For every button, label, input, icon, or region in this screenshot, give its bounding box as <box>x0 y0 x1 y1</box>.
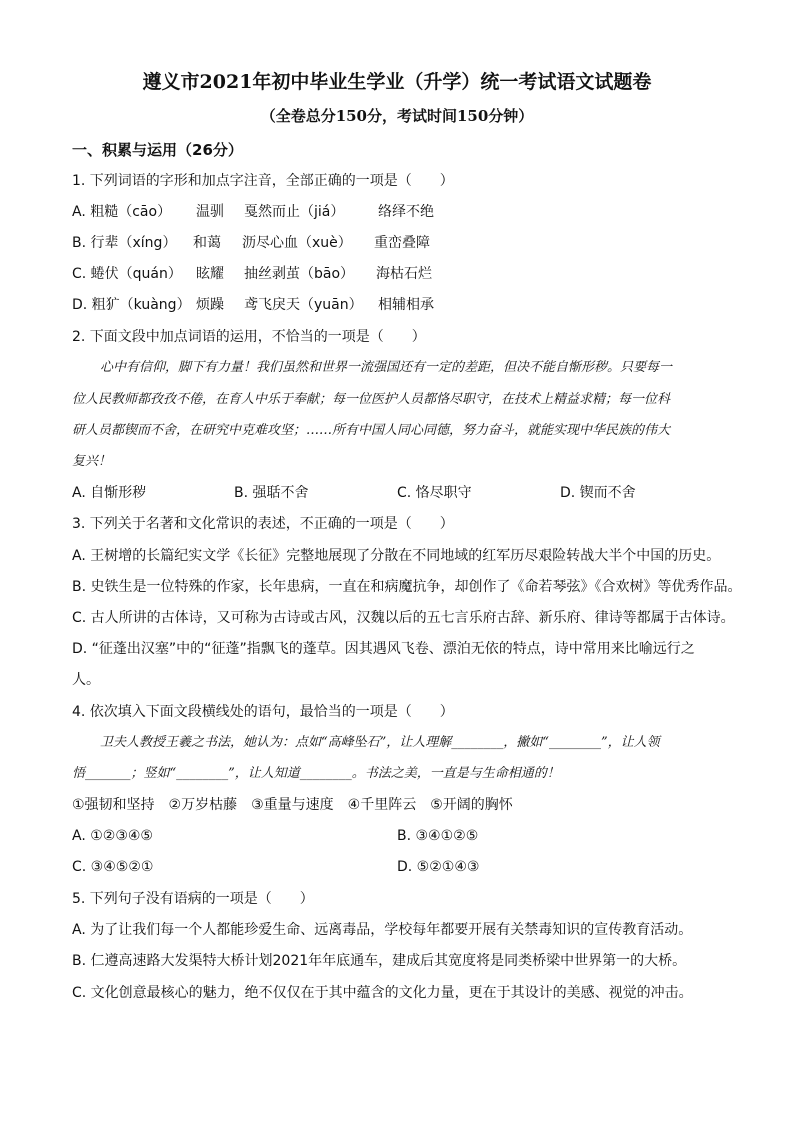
section-heading: 一、积累与运用（26分） <box>72 141 243 159</box>
option-b: B. 史铁生是一位特殊的作家，长年患病，一直在和病魔抗争，却创作了《命若琴弦》《合欢树》等优秀作品。 <box>72 579 742 595</box>
passage-line: 卫夫人教授王羲之书法，她认为：点如“高峰坠石”，让人理解________，撇如“________”，让人领 <box>100 735 660 750</box>
option-c: C. 文化创意最核心的魅力，绝不仅仅在于其中蕴含的文化力量，更在于其设计的美感、视觉的冲击。 <box>72 985 693 1001</box>
option-word: D. 粗犷（kuàng） <box>72 297 191 313</box>
option-a: A. 王树增的长篇纪实文学《长征》完整地展现了分散在不同地域的红军历尽艰险转战大半个中国的历史。 <box>72 548 721 564</box>
option-word: 眩耀 <box>196 266 224 282</box>
passage-line: 复兴！ <box>72 454 112 469</box>
option-a: A. ①②③④⑤ <box>72 828 153 844</box>
option-word: 烦躁 <box>196 297 224 313</box>
option-a: A. 自惭形秽 <box>72 485 147 501</box>
question-3-stem: 3. 下列关于名著和文化常识的表述，不正确的一项是（ ） <box>72 516 454 532</box>
question-4-choices: ①强韧和坚持 ②万岁枯藤 ③重量与速度 ④千里阵云 ⑤开阔的胸怀 <box>72 797 513 813</box>
option-word: 沥尽心血（xuè） <box>242 235 352 251</box>
passage-line: 位人民教师都孜孜不倦，在育人中乐于奉献；每一位医护人员都恪尽职守，在技术上精益求精；每一位科 <box>72 392 671 407</box>
option-word: 络绎不绝 <box>378 204 434 220</box>
option-d-continued: 人。 <box>72 672 100 688</box>
option-c: C. 古人所讲的古体诗，又可称为古诗或古风，汉魏以后的五七言乐府古辞、新乐府、律诗等都属于古体诗。 <box>72 610 735 626</box>
passage-line: 悟_______；竖如“________”，让人知道________。书法之美，一直是与生命相通的！ <box>72 766 560 781</box>
option-word: B. 行辈（xíng） <box>72 235 177 251</box>
option-word: 海枯石烂 <box>376 266 432 282</box>
option-word: C. 蜷伏（quán） <box>72 266 182 282</box>
option-word: 和蔼 <box>193 235 221 251</box>
option-word: 鸢飞戾天（yuān） <box>244 297 363 313</box>
option-d: D. 锲而不舍 <box>560 485 636 501</box>
question-4-stem: 4. 依次填入下面文段横线处的语句，最恰当的一项是（ ） <box>72 704 454 720</box>
exam-subtitle: （全卷总分150分，考试时间150分钟） <box>260 107 534 125</box>
option-d: D. ⑤②①④③ <box>397 859 480 875</box>
question-1-stem: 1. 下列词语的字形和加点字注音，全部正确的一项是（ ） <box>72 173 454 189</box>
option-d: D. “征蓬出汉塞”中的“征蓬”指飘飞的蓬草。因其遇风飞卷、漂泊无依的特点，诗中常用来比喻远行之 <box>72 641 695 657</box>
question-2-stem: 2. 下面文段中加点词语的运用，不恰当的一项是（ ） <box>72 329 426 345</box>
question-5-stem: 5. 下列句子没有语病的一项是（ ） <box>72 891 314 907</box>
option-word: A. 粗糙（cāo） <box>72 204 172 220</box>
option-word: 温驯 <box>196 204 224 220</box>
option-word: 相辅相承 <box>378 297 434 313</box>
option-b: B. ③④①②⑤ <box>397 828 479 844</box>
passage-line: 研人员都锲而不舍，在研究中克难攻坚；……所有中国人同心同德，努力奋斗，就能实现中华民族的伟大 <box>72 423 671 438</box>
option-word: 重峦叠障 <box>374 235 430 251</box>
passage-line: 心中有信仰，脚下有力量！我们虽然和世界一流强国还有一定的差距，但决不能自惭形秽。只要每一 <box>100 360 673 375</box>
option-c: C. ③④⑤②① <box>72 859 154 875</box>
option-b: B. 仁遵高速路大发渠特大桥计划2021年年底通车，建成后其宽度将是同类桥梁中世界第一的大桥。 <box>72 953 687 969</box>
option-word: 抽丝剥茧（bāo） <box>244 266 355 282</box>
option-b: B. 强聒不舍 <box>234 485 309 501</box>
option-c: C. 恪尽职守 <box>397 485 472 501</box>
option-word: 戛然而止（jiá） <box>244 204 345 220</box>
option-a: A. 为了让我们每一个人都能珍爱生命、远离毒品，学校每年都要开展有关禁毒知识的宣传教育活动。 <box>72 922 693 938</box>
exam-title: 遵义市2021年初中毕业生学业（升学）统一考试语文试题卷 <box>142 71 652 93</box>
